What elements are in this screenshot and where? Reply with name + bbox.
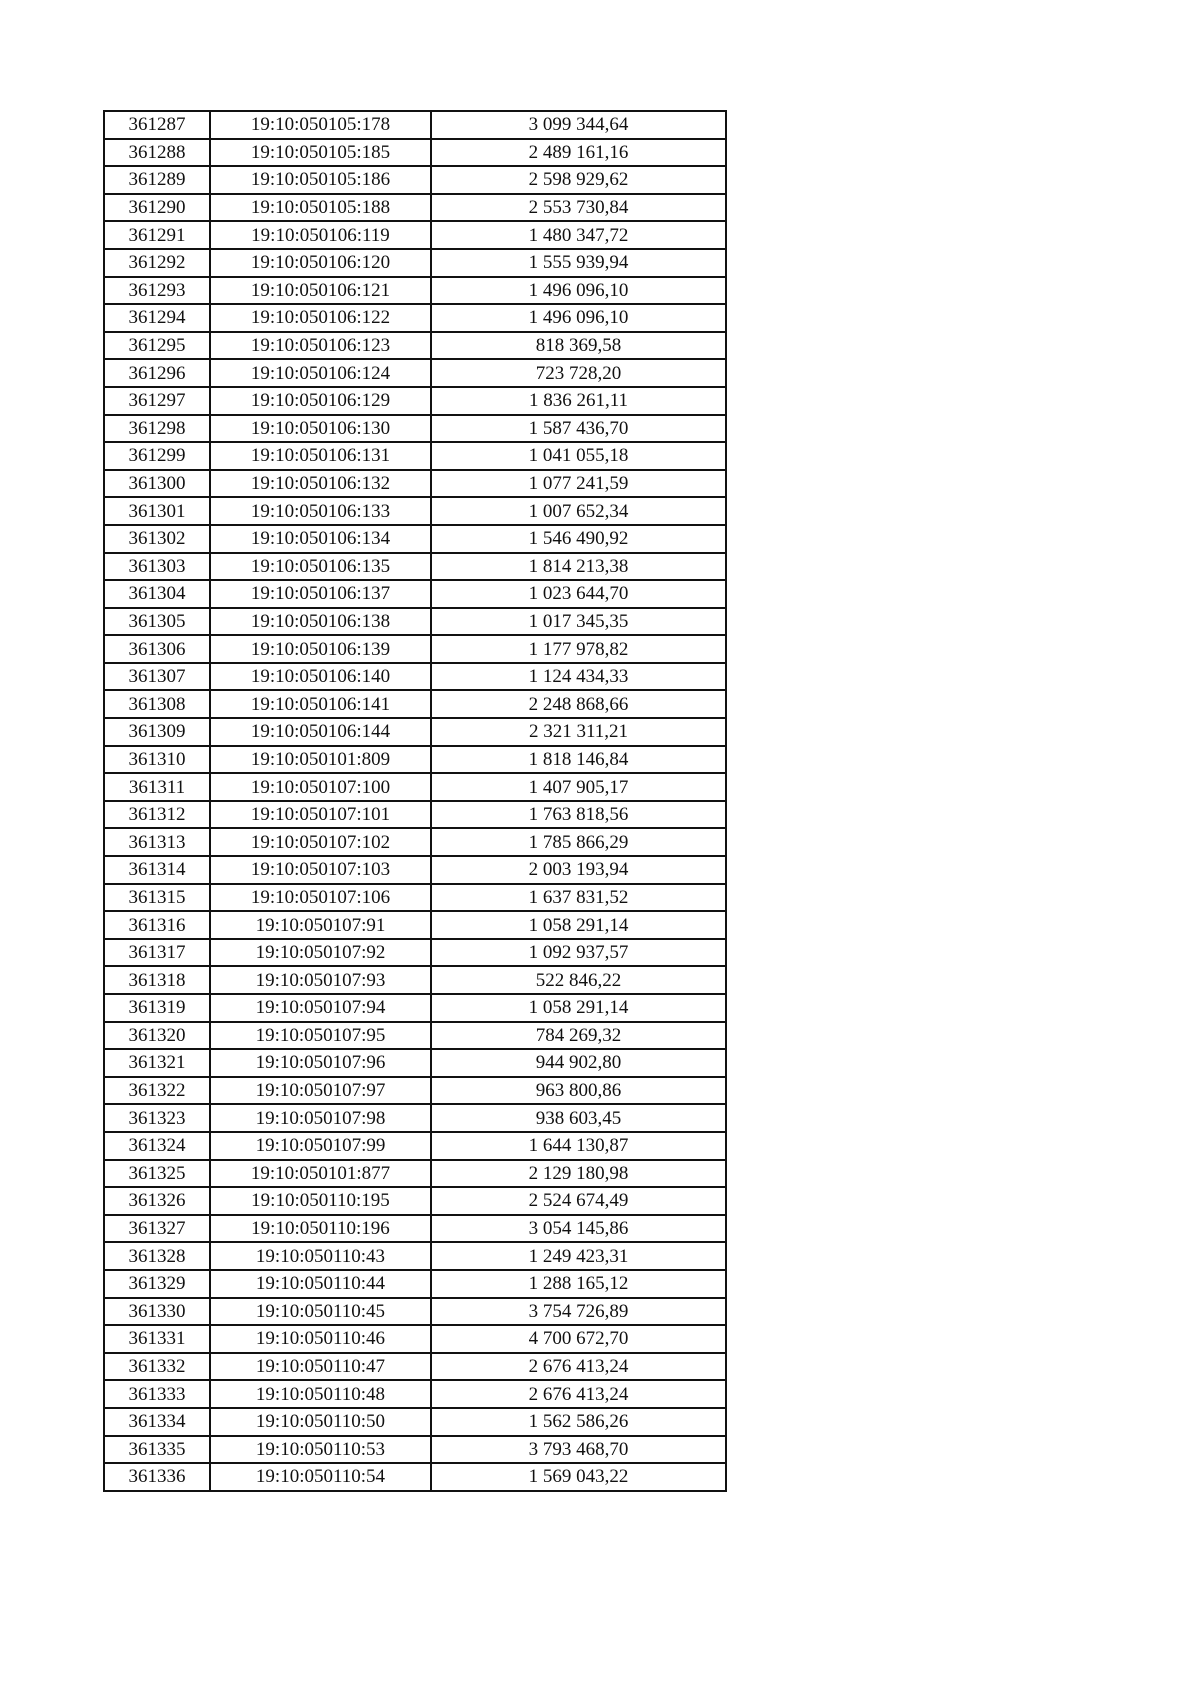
table-row <box>104 1463 726 1491</box>
cadastral-value-cell: 1 177 978,82 <box>431 635 726 663</box>
row-number-cell: 361301 <box>104 497 210 525</box>
table-row <box>104 139 726 167</box>
cadastral-value-cell: 1 058 291,14 <box>431 911 726 939</box>
cadastral-number-cell: 19:10:050107:106 <box>210 884 431 912</box>
row-number-cell: 361297 <box>104 387 210 415</box>
table-row <box>104 194 726 222</box>
row-number-cell: 361292 <box>104 249 210 277</box>
cadastral-value-cell: 723 728,20 <box>431 359 726 387</box>
table-row <box>104 166 726 194</box>
table-row <box>104 1049 726 1077</box>
table-row <box>104 635 726 663</box>
cadastral-value-cell: 1 023 644,70 <box>431 580 726 608</box>
row-number-cell: 361289 <box>104 166 210 194</box>
cadastral-number-cell: 19:10:050106:129 <box>210 387 431 415</box>
row-number-cell: 361319 <box>104 994 210 1022</box>
table-row <box>104 801 726 829</box>
cadastral-value-cell: 2 248 868,66 <box>431 690 726 718</box>
row-number-cell: 361335 <box>104 1436 210 1464</box>
cadastral-value-cell: 1 407 905,17 <box>431 773 726 801</box>
cadastral-value-cell: 1 077 241,59 <box>431 470 726 498</box>
table-row <box>104 1353 726 1381</box>
cadastral-number-cell: 19:10:050106:135 <box>210 553 431 581</box>
cadastral-number-cell: 19:10:050107:92 <box>210 939 431 967</box>
row-number-cell: 361293 <box>104 277 210 305</box>
cadastral-value-cell: 3 099 344,64 <box>431 111 726 139</box>
row-number-cell: 361311 <box>104 773 210 801</box>
table-row <box>104 1104 726 1132</box>
cadastral-value-cell: 1 814 213,38 <box>431 553 726 581</box>
row-number-cell: 361324 <box>104 1132 210 1160</box>
row-number-cell: 361313 <box>104 828 210 856</box>
cadastral-number-cell: 19:10:050105:178 <box>210 111 431 139</box>
row-number-cell: 361322 <box>104 1077 210 1105</box>
cadastral-value-cell: 1 836 261,11 <box>431 387 726 415</box>
table-row <box>104 415 726 443</box>
row-number-cell: 361287 <box>104 111 210 139</box>
table-row <box>104 497 726 525</box>
row-number-cell: 361321 <box>104 1049 210 1077</box>
table-row <box>104 690 726 718</box>
cadastral-value-cell: 1 562 586,26 <box>431 1408 726 1436</box>
table-row <box>104 221 726 249</box>
cadastral-number-cell: 19:10:050107:93 <box>210 966 431 994</box>
table-row <box>104 608 726 636</box>
cadastral-number-cell: 19:10:050110:44 <box>210 1270 431 1298</box>
cadastral-number-cell: 19:10:050107:100 <box>210 773 431 801</box>
cadastral-number-cell: 19:10:050110:195 <box>210 1187 431 1215</box>
cadastral-value-cell: 938 603,45 <box>431 1104 726 1132</box>
row-number-cell: 361306 <box>104 635 210 663</box>
table-row <box>104 1022 726 1050</box>
table-row <box>104 1077 726 1105</box>
table-row <box>104 442 726 470</box>
cadastral-value-table <box>103 110 727 1492</box>
row-number-cell: 361308 <box>104 690 210 718</box>
cadastral-value-cell: 1 017 345,35 <box>431 608 726 636</box>
table-row <box>104 966 726 994</box>
cadastral-value-cell: 1 480 347,72 <box>431 221 726 249</box>
table-row <box>104 663 726 691</box>
row-number-cell: 361328 <box>104 1242 210 1270</box>
row-number-cell: 361315 <box>104 884 210 912</box>
row-number-cell: 361288 <box>104 139 210 167</box>
cadastral-number-cell: 19:10:050106:139 <box>210 635 431 663</box>
table-row <box>104 1187 726 1215</box>
table-row <box>104 1436 726 1464</box>
cadastral-number-cell: 19:10:050107:94 <box>210 994 431 1022</box>
table-row <box>104 828 726 856</box>
cadastral-number-cell: 19:10:050106:124 <box>210 359 431 387</box>
cadastral-number-cell: 19:10:050106:134 <box>210 525 431 553</box>
table-row <box>104 856 726 884</box>
table-row <box>104 387 726 415</box>
row-number-cell: 361323 <box>104 1104 210 1132</box>
cadastral-number-cell: 19:10:050105:185 <box>210 139 431 167</box>
cadastral-value-cell: 944 902,80 <box>431 1049 726 1077</box>
table-row <box>104 746 726 774</box>
cadastral-number-cell: 19:10:050106:141 <box>210 690 431 718</box>
cadastral-number-cell: 19:10:050107:98 <box>210 1104 431 1132</box>
table-row <box>104 580 726 608</box>
table-row <box>104 718 726 746</box>
row-number-cell: 361304 <box>104 580 210 608</box>
table-row <box>104 1215 726 1243</box>
cadastral-number-cell: 19:10:050105:186 <box>210 166 431 194</box>
cadastral-value-cell: 1 288 165,12 <box>431 1270 726 1298</box>
cadastral-value-cell: 1 041 055,18 <box>431 442 726 470</box>
cadastral-value-cell: 2 489 161,16 <box>431 139 726 167</box>
row-number-cell: 361330 <box>104 1298 210 1326</box>
cadastral-value-cell: 1 587 436,70 <box>431 415 726 443</box>
row-number-cell: 361329 <box>104 1270 210 1298</box>
cadastral-number-cell: 19:10:050110:43 <box>210 1242 431 1270</box>
cadastral-value-cell: 2 129 180,98 <box>431 1160 726 1188</box>
cadastral-value-cell: 522 846,22 <box>431 966 726 994</box>
cadastral-number-cell: 19:10:050110:53 <box>210 1436 431 1464</box>
cadastral-value-cell: 2 598 929,62 <box>431 166 726 194</box>
row-number-cell: 361296 <box>104 359 210 387</box>
cadastral-number-cell: 19:10:050106:121 <box>210 277 431 305</box>
cadastral-number-cell: 19:10:050106:123 <box>210 332 431 360</box>
table-row <box>104 1270 726 1298</box>
cadastral-number-cell: 19:10:050107:97 <box>210 1077 431 1105</box>
cadastral-value-cell: 1 555 939,94 <box>431 249 726 277</box>
row-number-cell: 361290 <box>104 194 210 222</box>
cadastral-number-cell: 19:10:050106:130 <box>210 415 431 443</box>
cadastral-value-cell: 1 496 096,10 <box>431 277 726 305</box>
cadastral-number-cell: 19:10:050107:96 <box>210 1049 431 1077</box>
cadastral-number-cell: 19:10:050106:120 <box>210 249 431 277</box>
cadastral-value-cell: 1 124 434,33 <box>431 663 726 691</box>
row-number-cell: 361327 <box>104 1215 210 1243</box>
cadastral-number-cell: 19:10:050110:48 <box>210 1380 431 1408</box>
row-number-cell: 361326 <box>104 1187 210 1215</box>
table-row <box>104 1380 726 1408</box>
cadastral-number-cell: 19:10:050107:95 <box>210 1022 431 1050</box>
row-number-cell: 361316 <box>104 911 210 939</box>
table-row <box>104 249 726 277</box>
cadastral-value-cell: 1 546 490,92 <box>431 525 726 553</box>
row-number-cell: 361309 <box>104 718 210 746</box>
cadastral-number-cell: 19:10:050107:99 <box>210 1132 431 1160</box>
cadastral-value-cell: 1 007 652,34 <box>431 497 726 525</box>
cadastral-value-cell: 1 058 291,14 <box>431 994 726 1022</box>
cadastral-number-cell: 19:10:050107:91 <box>210 911 431 939</box>
cadastral-number-cell: 19:10:050106:119 <box>210 221 431 249</box>
table-row <box>104 939 726 967</box>
cadastral-number-cell: 19:10:050106:132 <box>210 470 431 498</box>
cadastral-value-cell: 3 754 726,89 <box>431 1298 726 1326</box>
cadastral-value-cell: 2 553 730,84 <box>431 194 726 222</box>
row-number-cell: 361332 <box>104 1353 210 1381</box>
table-row <box>104 994 726 1022</box>
table-row <box>104 1298 726 1326</box>
table-row <box>104 111 726 139</box>
cadastral-number-cell: 19:10:050106:140 <box>210 663 431 691</box>
table-row <box>104 1242 726 1270</box>
cadastral-value-cell: 1 249 423,31 <box>431 1242 726 1270</box>
cadastral-number-cell: 19:10:050107:101 <box>210 801 431 829</box>
table-body <box>104 111 726 1491</box>
row-number-cell: 361312 <box>104 801 210 829</box>
cadastral-number-cell: 19:10:050106:122 <box>210 304 431 332</box>
cadastral-number-cell: 19:10:050106:144 <box>210 718 431 746</box>
cadastral-value-cell: 3 054 145,86 <box>431 1215 726 1243</box>
cadastral-value-cell: 784 269,32 <box>431 1022 726 1050</box>
cadastral-number-cell: 19:10:050110:54 <box>210 1463 431 1491</box>
row-number-cell: 361325 <box>104 1160 210 1188</box>
table-row <box>104 1160 726 1188</box>
row-number-cell: 361317 <box>104 939 210 967</box>
table-row <box>104 525 726 553</box>
row-number-cell: 361295 <box>104 332 210 360</box>
row-number-cell: 361314 <box>104 856 210 884</box>
cadastral-number-cell: 19:10:050105:188 <box>210 194 431 222</box>
cadastral-value-cell: 1 496 096,10 <box>431 304 726 332</box>
cadastral-number-cell: 19:10:050110:47 <box>210 1353 431 1381</box>
cadastral-value-cell: 1 569 043,22 <box>431 1463 726 1491</box>
row-number-cell: 361299 <box>104 442 210 470</box>
table-row <box>104 359 726 387</box>
cadastral-value-cell: 3 793 468,70 <box>431 1436 726 1464</box>
table-row <box>104 304 726 332</box>
row-number-cell: 361318 <box>104 966 210 994</box>
cadastral-number-cell: 19:10:050107:103 <box>210 856 431 884</box>
table-row <box>104 470 726 498</box>
cadastral-value-cell: 4 700 672,70 <box>431 1325 726 1353</box>
cadastral-value-cell: 1 785 866,29 <box>431 828 726 856</box>
row-number-cell: 361298 <box>104 415 210 443</box>
row-number-cell: 361310 <box>104 746 210 774</box>
table-row <box>104 1325 726 1353</box>
cadastral-number-cell: 19:10:050101:809 <box>210 746 431 774</box>
cadastral-value-cell: 1 818 146,84 <box>431 746 726 774</box>
cadastral-value-cell: 2 524 674,49 <box>431 1187 726 1215</box>
cadastral-number-cell: 19:10:050106:137 <box>210 580 431 608</box>
cadastral-value-cell: 1 644 130,87 <box>431 1132 726 1160</box>
row-number-cell: 361303 <box>104 553 210 581</box>
row-number-cell: 361307 <box>104 663 210 691</box>
row-number-cell: 361300 <box>104 470 210 498</box>
cadastral-value-cell: 2 003 193,94 <box>431 856 726 884</box>
row-number-cell: 361333 <box>104 1380 210 1408</box>
cadastral-number-cell: 19:10:050110:46 <box>210 1325 431 1353</box>
cadastral-number-cell: 19:10:050106:133 <box>210 497 431 525</box>
table-row <box>104 1132 726 1160</box>
cadastral-value-cell: 2 676 413,24 <box>431 1380 726 1408</box>
cadastral-value-cell: 1 092 937,57 <box>431 939 726 967</box>
row-number-cell: 361302 <box>104 525 210 553</box>
table-row <box>104 553 726 581</box>
table-row <box>104 332 726 360</box>
table-row <box>104 911 726 939</box>
cadastral-number-cell: 19:10:050110:45 <box>210 1298 431 1326</box>
table-row <box>104 277 726 305</box>
row-number-cell: 361291 <box>104 221 210 249</box>
cadastral-value-cell: 963 800,86 <box>431 1077 726 1105</box>
row-number-cell: 361294 <box>104 304 210 332</box>
row-number-cell: 361334 <box>104 1408 210 1436</box>
cadastral-value-cell: 1 637 831,52 <box>431 884 726 912</box>
cadastral-number-cell: 19:10:050106:138 <box>210 608 431 636</box>
cadastral-value-cell: 2 321 311,21 <box>431 718 726 746</box>
cadastral-number-cell: 19:10:050106:131 <box>210 442 431 470</box>
row-number-cell: 361336 <box>104 1463 210 1491</box>
table-row <box>104 884 726 912</box>
row-number-cell: 361305 <box>104 608 210 636</box>
cadastral-number-cell: 19:10:050110:50 <box>210 1408 431 1436</box>
cadastral-value-cell: 818 369,58 <box>431 332 726 360</box>
cadastral-value-cell: 1 763 818,56 <box>431 801 726 829</box>
table-row <box>104 773 726 801</box>
cadastral-number-cell: 19:10:050101:877 <box>210 1160 431 1188</box>
row-number-cell: 361331 <box>104 1325 210 1353</box>
cadastral-number-cell: 19:10:050110:196 <box>210 1215 431 1243</box>
cadastral-value-cell: 2 676 413,24 <box>431 1353 726 1381</box>
row-number-cell: 361320 <box>104 1022 210 1050</box>
cadastral-number-cell: 19:10:050107:102 <box>210 828 431 856</box>
table-row <box>104 1408 726 1436</box>
